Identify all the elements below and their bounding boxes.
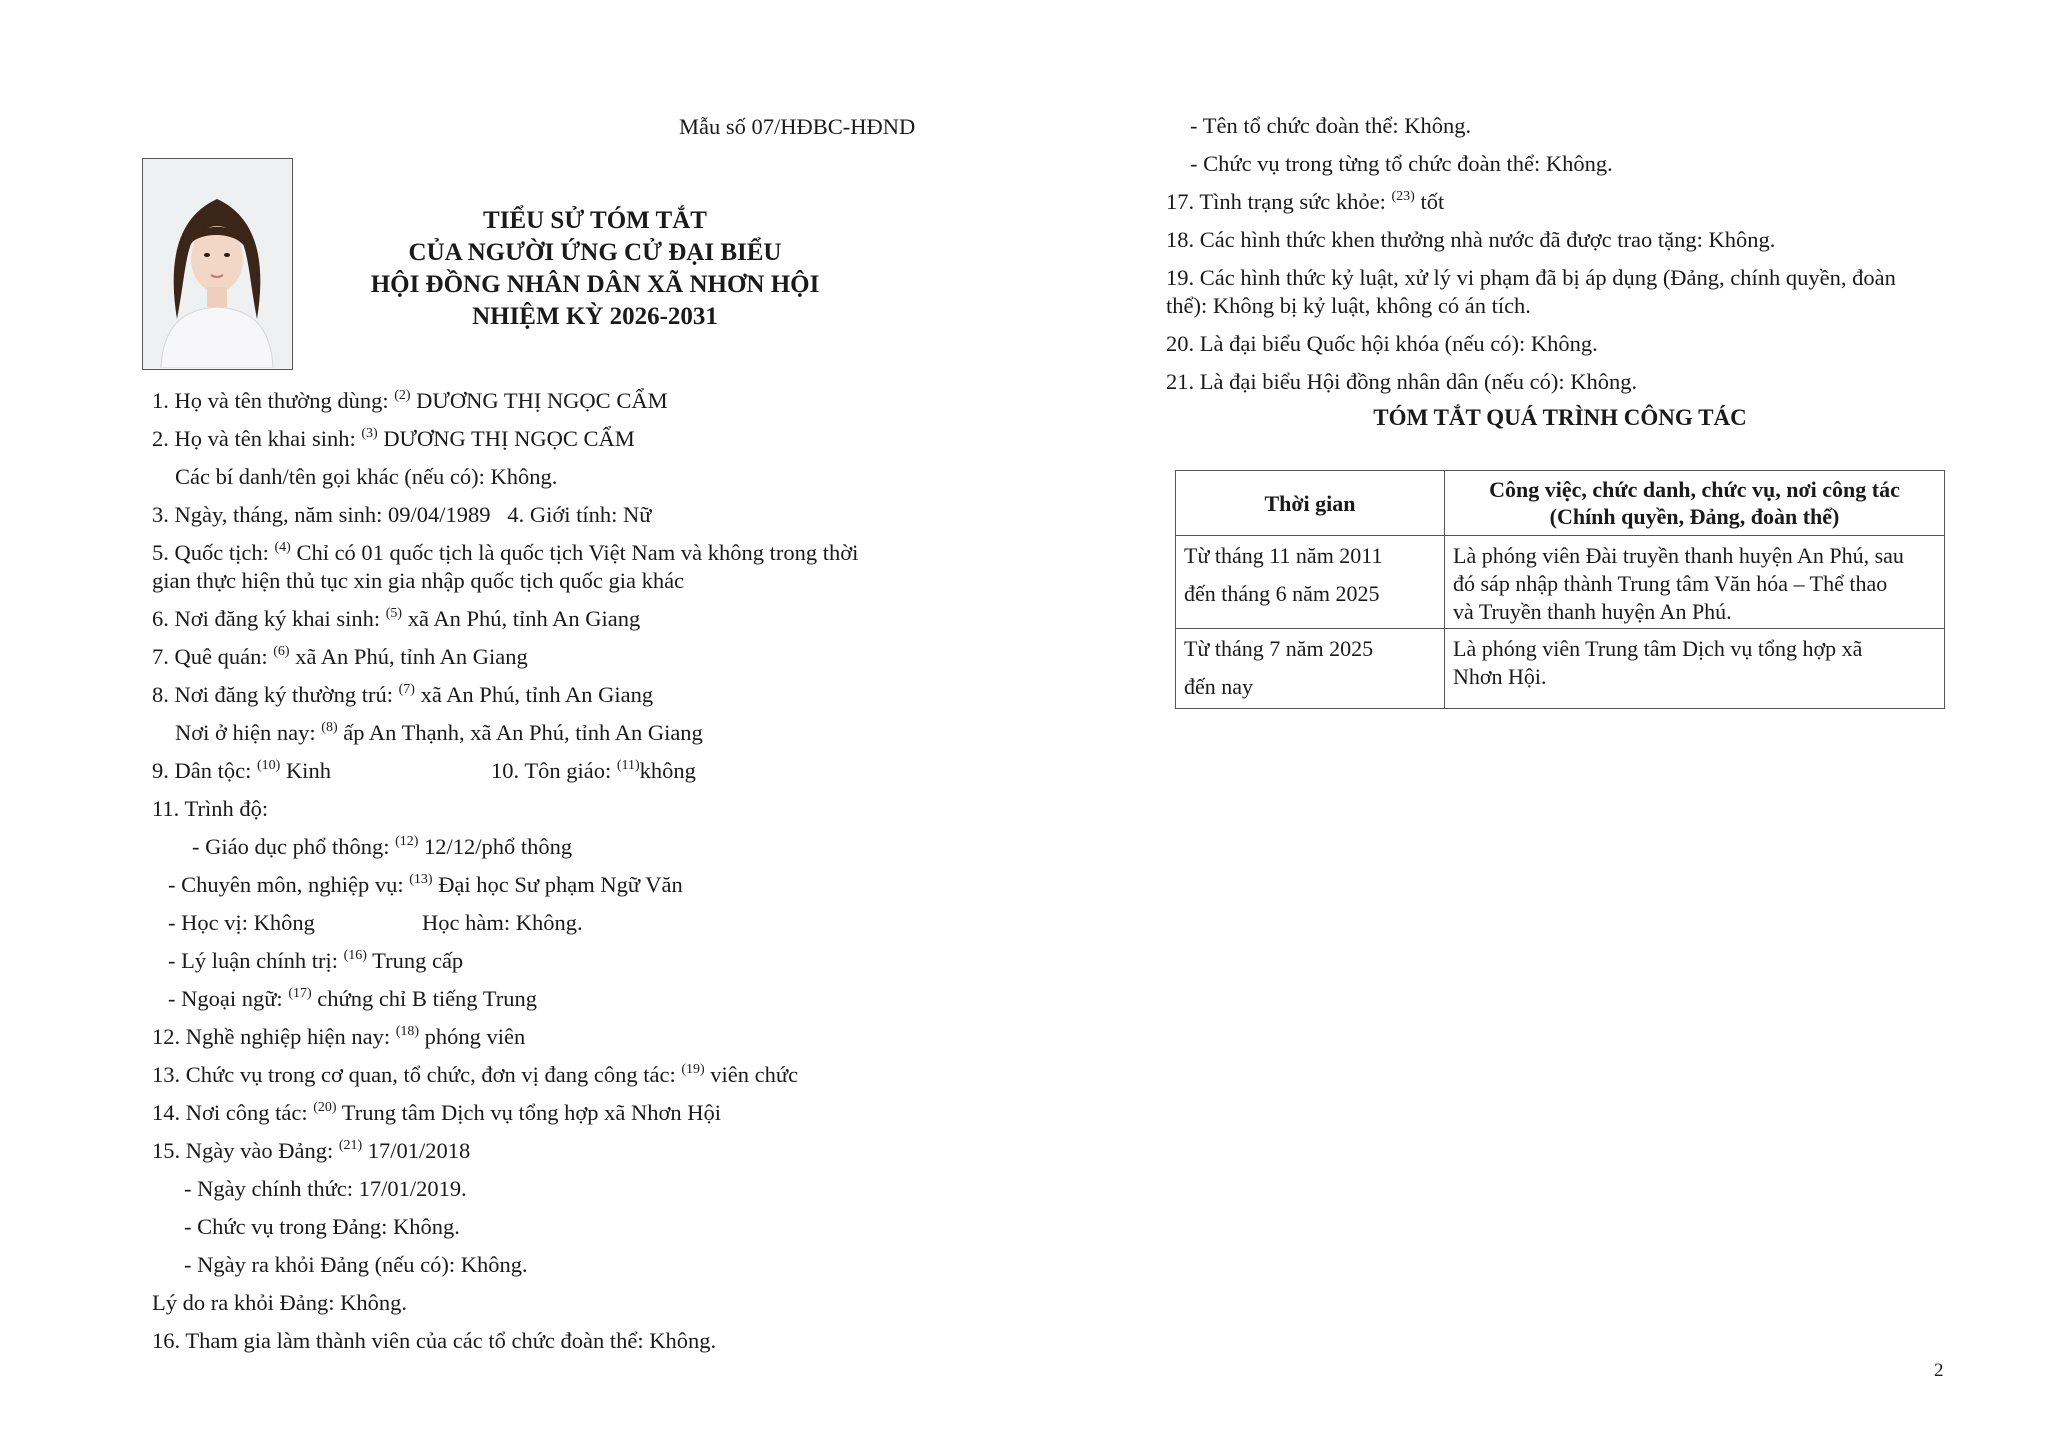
- item-discipline: 19. Các hình thức kỷ luật, xử lý vi phạm đã bị áp dụng (Đảng, chính quyền, đoàn: [1166, 265, 1896, 290]
- item-organizations: 16. Tham gia làm thành viên của các tổ chức đoàn thể: Không.: [152, 1328, 717, 1353]
- item-degree: - Học vị: Không: [168, 910, 315, 935]
- portrait-image: [143, 159, 291, 368]
- title-line-1: TIỂU SỬ TÓM TẮT: [483, 207, 707, 234]
- table-header-row: [1176, 471, 1945, 536]
- item-org-position: - Chức vụ trong từng tổ chức đoàn thể: Không.: [1190, 151, 1613, 176]
- item-national-assembly: 20. Là đại biểu Quốc hội khóa (nếu có): Không.: [1166, 331, 1598, 356]
- header-description: Công việc, chức danh, chức vụ, nơi công tác (Chính quyền, Đảng, đoàn thể): [1445, 471, 1945, 536]
- item-party-leave-date: - Ngày ra khỏi Đảng (nếu có): Không.: [184, 1252, 528, 1277]
- item-foreign-language: - Ngoại ngữ: $^{(17)}$ chứng chỉ B tiếng Trung: [168, 986, 537, 1011]
- item-workplace: 14. Nơi công tác: $^{(20)}$ Trung tâm Dịch vụ tổng hợp xã Nhơn Hội: [152, 1100, 722, 1125]
- row-description: Là phóng viên Đài truyền thanh huyện An Phú, sau đó sáp nhập thành Trung tâm Văn hóa – Thể thao và Truyền thanh huyện An Phú.: [1445, 536, 1945, 629]
- table-row: [1176, 629, 1945, 709]
- table-row: [1176, 536, 1945, 629]
- document-title: [300, 205, 890, 333]
- item-party-position: - Chức vụ trong Đảng: Không.: [184, 1214, 460, 1239]
- title-line-2: CỦA NGƯỜI ỨNG CỬ ĐẠI BIỂU: [408, 239, 782, 266]
- item-birth-name: 2. Họ và tên khai sinh: $^{(3)}$ DƯƠNG THỊ NGỌC CẨM: [152, 426, 635, 451]
- title-line-3: HỘI ĐỒNG NHÂN DÂN XÃ NHƠN HỘI: [370, 271, 820, 298]
- item-occupation: 12. Nghề nghiệp hiện nay: $^{(18)}$ phóng viên: [152, 1024, 526, 1049]
- form-number: Mẫu số 07/HĐBC-HĐND: [679, 114, 916, 139]
- work-history-table: [1175, 470, 1945, 709]
- title-line-4: NHIỆM KỲ 2026-2031: [472, 303, 718, 330]
- item-official-date: - Ngày chính thức: 17/01/2019.: [184, 1176, 467, 1201]
- candidate-photo: [142, 158, 293, 370]
- item-aliases: Các bí danh/tên gọi khác (nếu có): Không.: [175, 464, 558, 489]
- item-academic-rank: Học hàm: Không.: [422, 910, 583, 935]
- item-general-education: - Giáo dục phổ thông: $^{(12)}$ 12/12/phổ thông: [192, 834, 573, 859]
- item-party-join-date: 15. Ngày vào Đảng: $^{(21)}$ 17/01/2018: [152, 1138, 471, 1163]
- item-common-name: 1. Họ và tên thường dùng: $^{(2)}$ DƯƠNG THỊ NGỌC CẨM: [152, 388, 668, 413]
- item-specialization: - Chuyên môn, nghiệp vụ: $^{(13)}$ Đại học Sư phạm Ngữ Văn: [168, 872, 683, 897]
- item-birthdate-gender: 3. Ngày, tháng, năm sinh: 09/04/1989 4. Giới tính: Nữ: [152, 502, 652, 527]
- item-position: 13. Chức vụ trong cơ quan, tổ chức, đơn vị đang công tác: $^{(19)}$ viên chức: [152, 1062, 799, 1087]
- item-religion: 10. Tôn giáo: $^{(11)}$không: [491, 758, 696, 783]
- item-discipline-cont: thể): Không bị kỷ luật, không có án tích.: [1166, 293, 1531, 318]
- item-health: 17. Tình trạng sức khỏe: $^{(23)}$ tốt: [1166, 189, 1445, 214]
- page-number: 2: [1934, 1360, 1944, 1381]
- item-permanent-residence: 8. Nơi đăng ký thường trú: $^{(7)}$ xã An Phú, tỉnh An Giang: [152, 682, 654, 707]
- item-awards: 18. Các hình thức khen thưởng nhà nước đã được trao tặng: Không.: [1166, 227, 1776, 252]
- item-current-residence: Nơi ở hiện nay: $^{(8)}$ ấp An Thạnh, xã An Phú, tỉnh An Giang: [175, 720, 703, 745]
- item-org-name: - Tên tổ chức đoàn thể: Không.: [1190, 113, 1472, 138]
- work-history-title: TÓM TẮT QUÁ TRÌNH CÔNG TÁC: [1373, 405, 1747, 430]
- row-description: Là phóng viên Trung tâm Dịch vụ tổng hợp xã Nhơn Hội.: [1445, 629, 1945, 709]
- item-party-leave-reason: Lý do ra khỏi Đảng: Không.: [152, 1290, 407, 1315]
- row-time: Từ tháng 11 năm 2011 đến tháng 6 năm 2025: [1176, 536, 1445, 629]
- item-nationality-cont: gian thực hiện thủ tục xin gia nhập quốc tịch quốc gia khác: [152, 568, 685, 593]
- item-hometown: 7. Quê quán: $^{(6)}$ xã An Phú, tỉnh An Giang: [152, 644, 528, 669]
- item-ethnicity: 9. Dân tộc: $^{(10)}$ Kinh: [152, 758, 331, 783]
- item-birth-registration: 6. Nơi đăng ký khai sinh: $^{(5)}$ xã An Phú, tỉnh An Giang: [152, 606, 641, 631]
- item-education-heading: 11. Trình độ:: [152, 796, 269, 821]
- row-time: Từ tháng 7 năm 2025 đến nay: [1176, 629, 1445, 709]
- item-peoples-council: 21. Là đại biểu Hội đồng nhân dân (nếu có): Không.: [1166, 369, 1638, 394]
- item-nationality: 5. Quốc tịch: $^{(4)}$ Chỉ có 01 quốc tịch là quốc tịch Việt Nam và không trong thời: [152, 540, 859, 565]
- item-political-theory: - Lý luận chính trị: $^{(16)}$ Trung cấp: [168, 948, 464, 973]
- header-time: Thời gian: [1176, 471, 1445, 536]
